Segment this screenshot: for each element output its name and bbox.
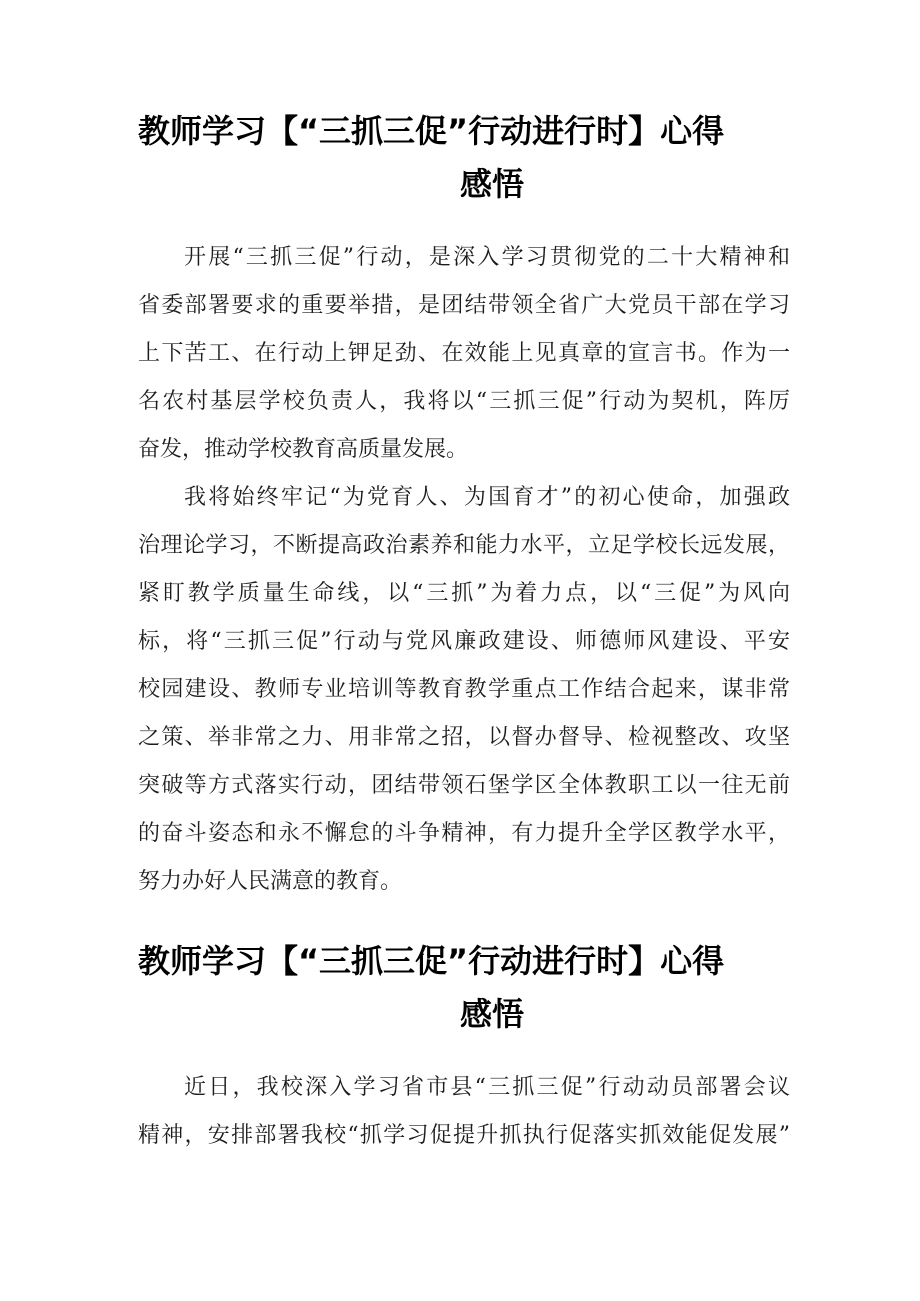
paragraph [138, 234, 790, 474]
paragraph-line: 标，将“三抓三促”行动与党风廉政建设、师德师风建设、平安 [138, 629, 790, 654]
paragraph [138, 474, 790, 906]
paragraph-line: 突破等方式落实行动，团结带领石堡学区全体教职工以一往无前 [138, 773, 790, 798]
paragraph-line: 的奋斗姿态和永不懈怠的斗争精神，有力提升全学区教学水平， [138, 821, 790, 846]
article-body [138, 234, 790, 906]
paragraph [138, 1064, 790, 1160]
paragraph-line: 上下苦工、在行动上钾足劲、在效能上见真章的宣言书。作为一 [138, 341, 790, 366]
paragraph-line: 省委部署要求的重要举措，是团结带领全省广大党员干部在学习 [138, 293, 790, 318]
paragraph-line: 近日，我校深入学习省市县“三抓三促”行动动员部署会议 [184, 1075, 790, 1100]
article-title [138, 935, 790, 1041]
paragraph-line: 名农村基层学校负责人，我将以“三抓三促”行动为契机，阵厉 [138, 389, 790, 414]
paragraph-line: 开展“三抓三促”行动，是深入学习贯彻党的二十大精神和 [184, 245, 790, 270]
paragraph-line: 奋发，推动学校教育高质量发展。 [138, 437, 469, 462]
article-title [138, 105, 790, 211]
paragraph-line: 紧盯教学质量生命线，以“三抓”为着力点，以“三促”为风向 [138, 581, 790, 606]
article-title-line: 感悟 [460, 165, 525, 203]
paragraph-line: 努力办好人民满意的教育。 [138, 869, 403, 894]
article-title-line: 教师学习【“三抓三促”行动进行时】心得 [138, 942, 725, 980]
paragraph-line: 我将始终牢记“为党育人、为国育才”的初心使命，加强政 [184, 485, 790, 510]
article-body [138, 1064, 790, 1160]
paragraph-line: 之策、举非常之力、用非常之招，以督办督导、检视整改、攻坚 [138, 725, 790, 750]
article-title-line: 感悟 [460, 995, 525, 1033]
article-title-line: 教师学习【“三抓三促”行动进行时】心得 [138, 112, 725, 150]
paragraph-line: 校园建设、教师专业培训等教育教学重点工作结合起来，谋非常 [138, 677, 790, 702]
paragraph-line: 精神，安排部署我校“抓学习促提升抓执行促落实抓效能促发展” [138, 1123, 790, 1148]
paragraph-line: 治理论学习，不断提高政治素养和能力水平，立足学校长远发展， [138, 533, 790, 558]
